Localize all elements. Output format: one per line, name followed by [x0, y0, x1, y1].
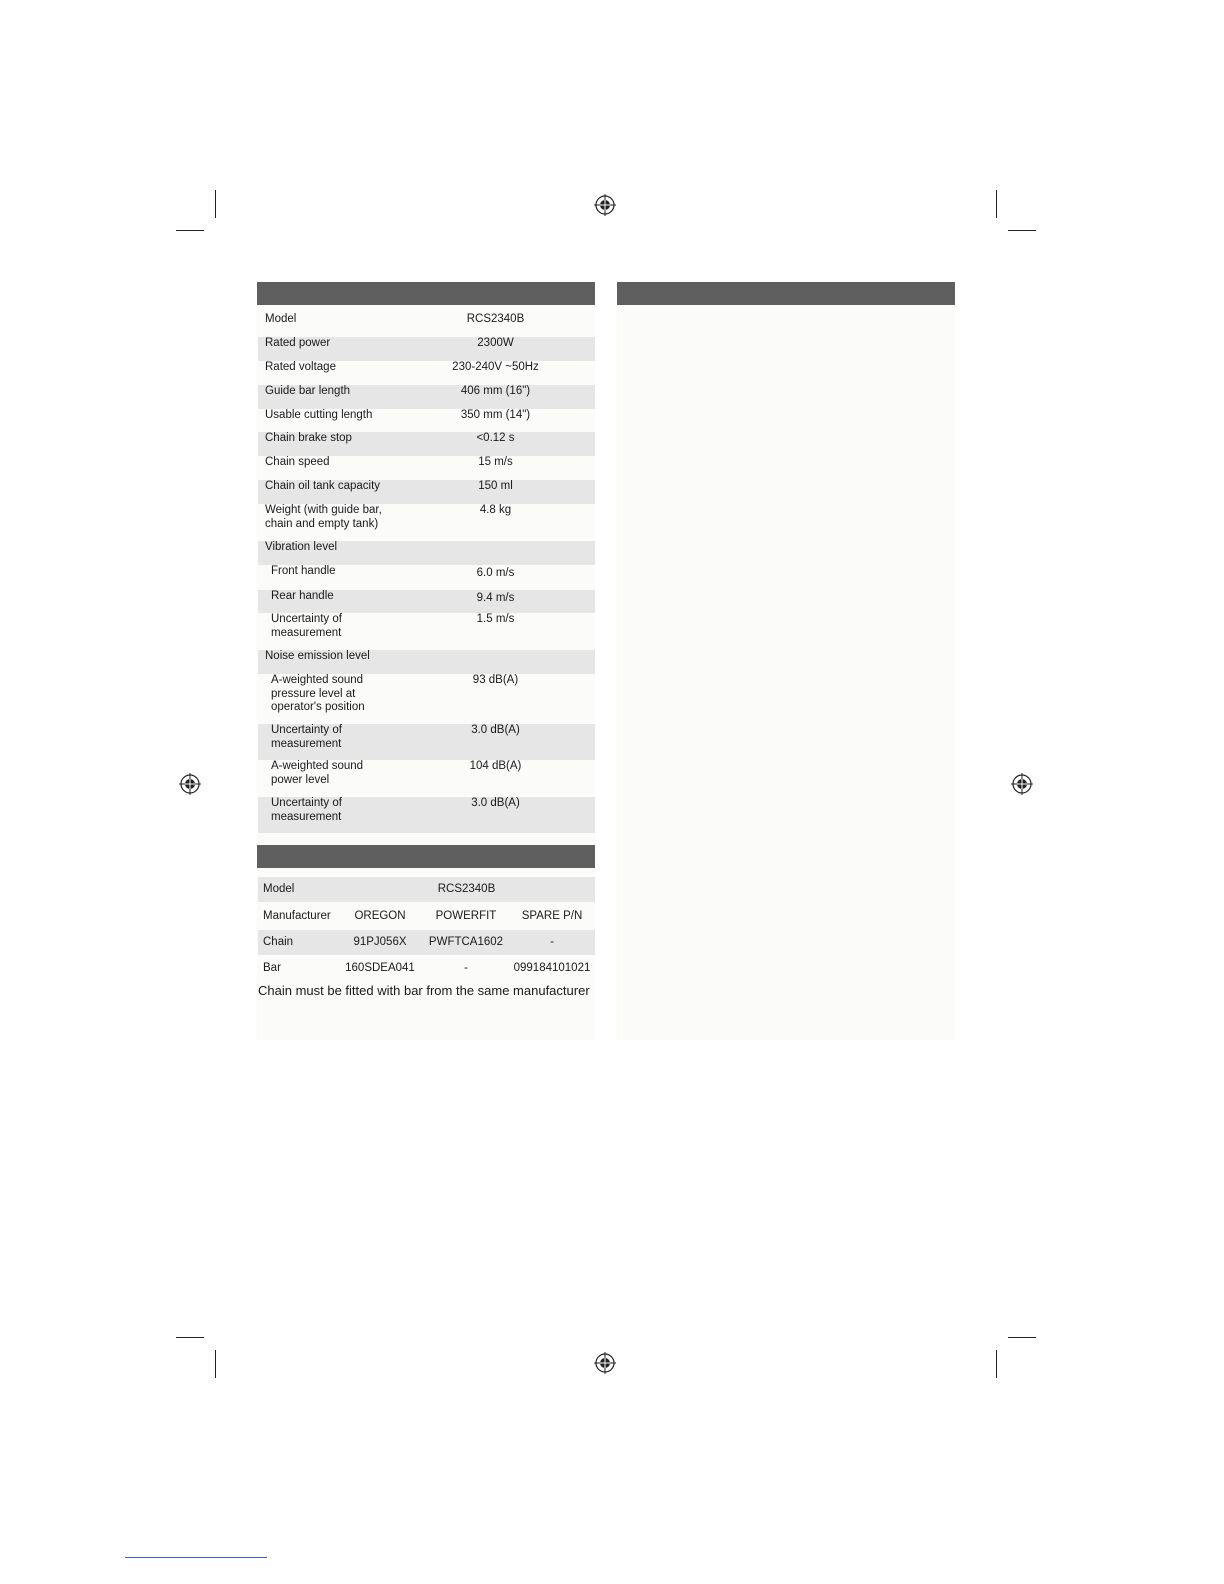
registration-crosshair-icon: [594, 1352, 616, 1374]
parts-cell: PWFTCA1602: [428, 936, 504, 948]
spec-row: [258, 385, 595, 409]
fitting-note: Chain must be fitted with bar from the same manufacturer: [258, 983, 590, 998]
spec-label: Rated power: [265, 337, 331, 349]
parts-cell: -: [464, 962, 468, 974]
parts-cell: 160SDEA041: [345, 962, 415, 974]
crop-mark: [996, 1350, 997, 1378]
spec-label: Usable cutting length: [265, 409, 373, 421]
spec-value: 4.8 kg: [479, 504, 512, 516]
spec-label: Front handle: [271, 565, 336, 577]
right-panel-background: [617, 305, 955, 1040]
spec-value: 15 m/s: [478, 456, 513, 468]
crop-mark: [996, 190, 997, 218]
parts-label: Bar: [263, 962, 281, 974]
spec-label: Guide bar length: [265, 385, 351, 397]
spec-value: 104 dB(A): [469, 760, 522, 772]
spec-row: [258, 760, 595, 798]
spec-label: Model: [265, 313, 297, 325]
spec-row: [258, 674, 595, 724]
spec-row: [258, 590, 595, 613]
spec-label: A-weighted sound power level: [271, 760, 364, 786]
spec-value: <0.12 s: [476, 432, 515, 444]
registration-crosshair-icon: [1011, 773, 1033, 795]
spec-value: 230-240V ~50Hz: [452, 361, 539, 373]
parts-cell: SPARE P/N: [521, 910, 583, 922]
spec-row: [258, 456, 595, 480]
spec-row: [258, 797, 595, 833]
spec-header-bar: [257, 282, 595, 305]
spec-value: 2300W: [477, 337, 514, 349]
spec-row: [258, 432, 595, 456]
crop-mark: [1008, 1337, 1036, 1338]
spec-label: Rated voltage: [265, 361, 336, 373]
spec-label: Weight (with guide bar, chain and empty tank): [265, 504, 382, 530]
crop-mark: [176, 230, 204, 231]
parts-row: [258, 930, 595, 955]
parts-cell: 099184101021: [513, 962, 591, 974]
parts-cell: -: [550, 936, 554, 948]
spec-label: Vibration level: [265, 541, 338, 553]
spec-row: [258, 565, 595, 590]
spec-row: [258, 541, 595, 565]
spec-value: RCS2340B: [466, 313, 525, 325]
crop-mark: [215, 190, 216, 218]
spec-row: [258, 724, 595, 760]
parts-label: Manufacturer: [263, 910, 331, 922]
spec-value: 9.4 m/s: [476, 592, 515, 604]
spec-row: [258, 480, 595, 504]
spec-label: A-weighted sound pressure level at operator's position: [271, 674, 365, 713]
spec-value: 6.0 m/s: [476, 567, 515, 579]
footer-link-underline: [125, 1557, 267, 1558]
spec-label: Chain brake stop: [265, 432, 352, 444]
spec-row: [258, 337, 595, 361]
crop-mark: [215, 1350, 216, 1378]
spec-row: [258, 361, 595, 385]
crop-mark: [176, 1337, 204, 1338]
spec-label: Chain speed: [265, 456, 330, 468]
spec-value: 350 mm (14"): [460, 409, 531, 421]
parts-cell: POWERFIT: [435, 910, 497, 922]
spec-label: Uncertainty of measurement: [271, 724, 342, 750]
parts-row: [258, 904, 595, 929]
parts-model-row: [258, 877, 595, 902]
spec-value: 93 dB(A): [472, 674, 519, 686]
spec-value: 1.5 m/s: [476, 613, 515, 625]
spec-row: [258, 613, 595, 650]
spec-value: 3.0 dB(A): [471, 724, 520, 736]
registration-crosshair-icon: [179, 773, 201, 795]
parts-label: Model: [263, 883, 295, 895]
spec-value: 3.0 dB(A): [471, 797, 520, 809]
spec-row: [258, 650, 595, 674]
right-header-bar: [617, 282, 955, 305]
spec-row: [258, 504, 595, 541]
parts-row: [258, 956, 595, 981]
spec-value: 406 mm (16"): [460, 385, 531, 397]
parts-header-bar: [257, 845, 595, 868]
registration-crosshair-icon: [594, 194, 616, 216]
spec-row: [258, 409, 595, 432]
parts-model-value: RCS2340B: [437, 883, 496, 895]
spec-label: Chain oil tank capacity: [265, 480, 381, 492]
parts-cell: OREGON: [354, 910, 406, 922]
spec-value: 150 ml: [478, 480, 513, 492]
spec-label: Uncertainty of measurement: [271, 613, 342, 639]
spec-label: Uncertainty of measurement: [271, 797, 342, 823]
crop-mark: [1008, 230, 1036, 231]
parts-label: Chain: [263, 936, 294, 948]
spec-label: Noise emission level: [265, 650, 370, 662]
spec-label: Rear handle: [271, 590, 334, 602]
parts-cell: 91PJ056X: [353, 936, 407, 948]
